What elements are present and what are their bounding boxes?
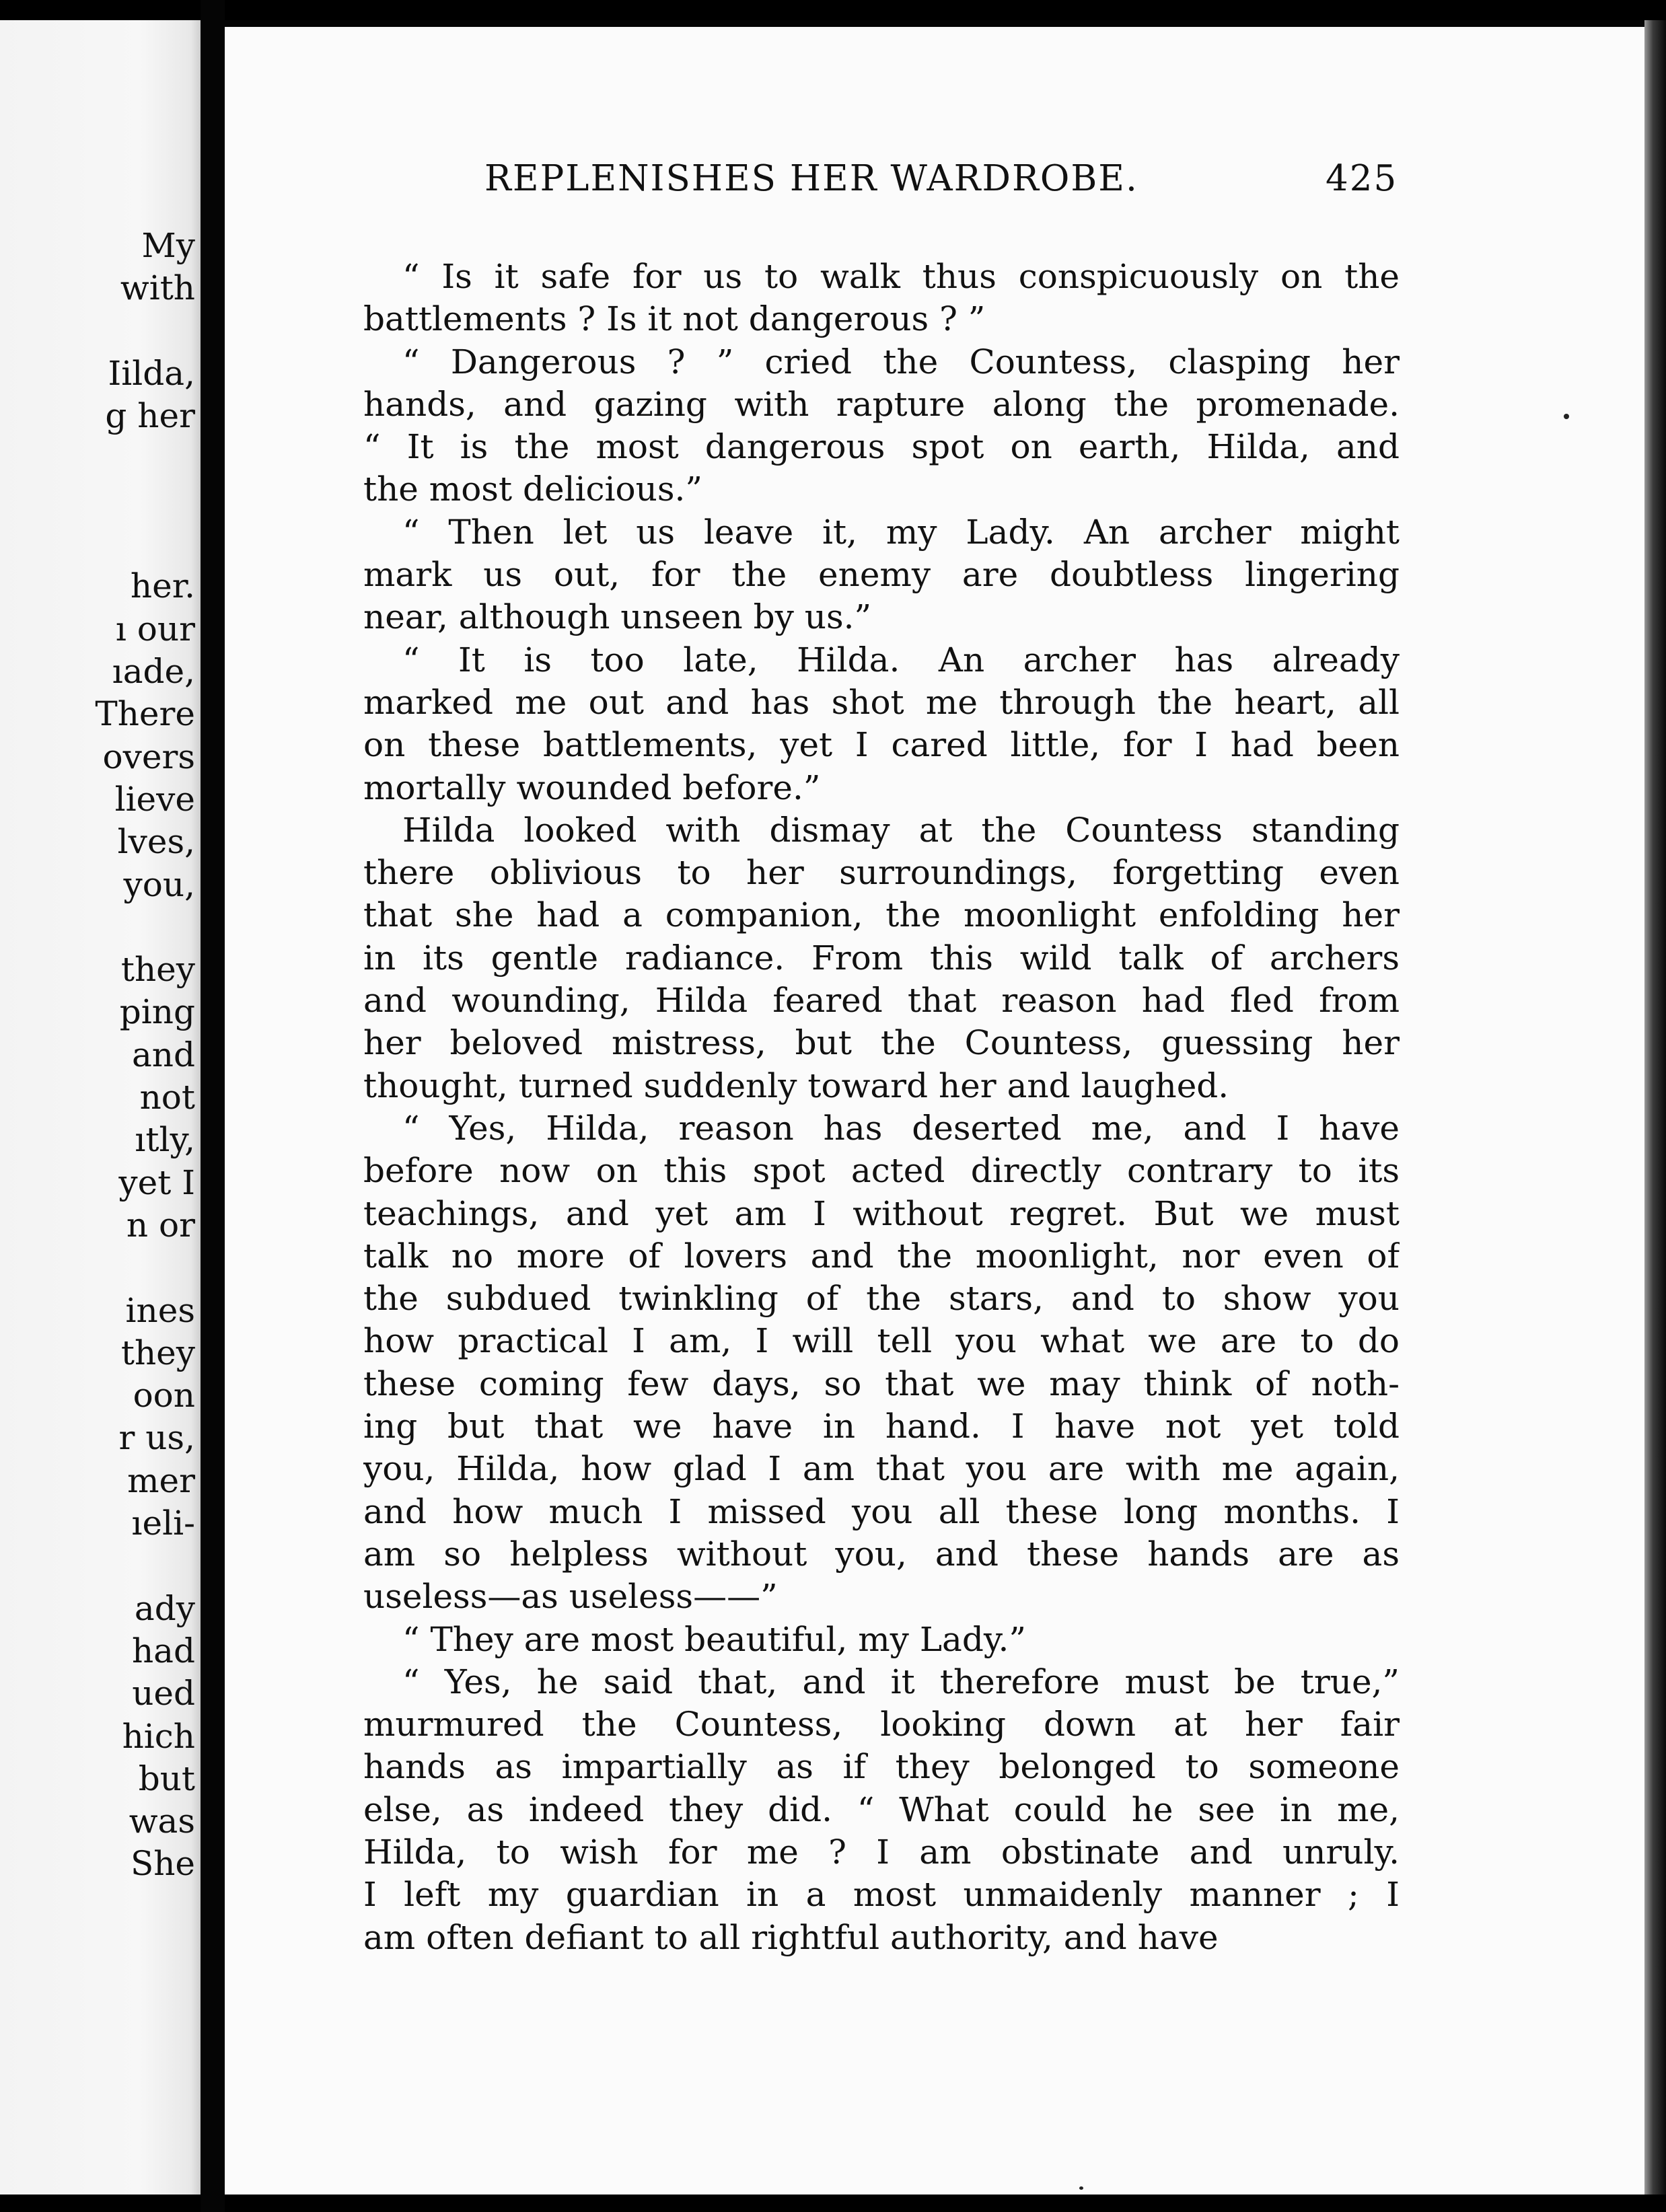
text-line: Hilda looked with dismay at the Countess standing bbox=[402, 810, 1400, 850]
running-head bbox=[262, 158, 1406, 205]
text-line: hands as impartially as if they belonged to someone bbox=[363, 1747, 1400, 1787]
left-page-fragment: My bbox=[141, 226, 195, 265]
text-line: near, although unseen by us.” bbox=[363, 597, 872, 637]
scan-speck bbox=[1079, 2186, 1083, 2190]
left-page-fragment: ines bbox=[125, 1290, 195, 1330]
text-line: mortally wounded before.” bbox=[363, 768, 821, 807]
left-page-fragment: overs bbox=[102, 737, 195, 776]
text-line: “ Yes, Hilda, reason has deserted me, and I have bbox=[402, 1108, 1400, 1148]
left-page-fragment: had bbox=[131, 1631, 195, 1670]
text-line: thought, turned suddenly toward her and laughed. bbox=[363, 1066, 1229, 1105]
page-number: 425 bbox=[1326, 158, 1398, 199]
text-line: on these battlements, yet I cared little, for I had been bbox=[363, 725, 1400, 765]
text-line: before now on this spot acted directly contrary to its bbox=[363, 1151, 1400, 1191]
left-page-fragment: you, bbox=[123, 864, 195, 904]
text-line: her beloved mistress, but the Countess, guessing her bbox=[363, 1023, 1400, 1063]
text-line: the most delicious.” bbox=[363, 470, 702, 509]
left-page-fragment: yet I bbox=[118, 1163, 195, 1202]
left-page-fragment: was bbox=[129, 1802, 195, 1841]
text-line: am so helpless without you, and these hands are as bbox=[363, 1534, 1400, 1574]
left-page-fragment: oon bbox=[133, 1376, 195, 1415]
text-line: that she had a companion, the moonlight enfolding her bbox=[363, 895, 1400, 935]
text-line: marked me out and has shot me through the heart, all bbox=[363, 682, 1400, 722]
text-line: in its gentle radiance. From this wild talk of archers bbox=[363, 938, 1400, 978]
left-page-fragment: hich bbox=[122, 1716, 195, 1756]
left-page-fragment: and bbox=[131, 1035, 195, 1074]
text-line: useless—as useless——” bbox=[363, 1577, 778, 1617]
text-line: Hilda, to wish for me ? I am obstinate and unruly. bbox=[363, 1832, 1400, 1872]
text-line: “ It is the most dangerous spot on earth, Hilda, and bbox=[363, 427, 1400, 467]
left-page-fragment: ping bbox=[119, 992, 195, 1032]
text-line: the subdued twinkling of the stars, and to show you bbox=[363, 1279, 1400, 1319]
left-page-fragment: n or bbox=[126, 1205, 195, 1245]
text-line: am often defiant to all rightful authority, and have bbox=[363, 1917, 1219, 1957]
text-line: and wounding, Hilda feared that reason had fled from bbox=[363, 981, 1400, 1021]
running-head-title: REPLENISHES HER WARDROBE. bbox=[484, 158, 1138, 199]
left-page-fragment: with bbox=[120, 268, 195, 308]
left-page-fragment: ı our bbox=[115, 609, 195, 649]
left-page-fragment: ady bbox=[134, 1588, 195, 1628]
left-page-fragment: they bbox=[120, 1333, 195, 1372]
left-page-fragment: ıeli- bbox=[131, 1504, 195, 1543]
text-line: “ They are most beautiful, my Lady.” bbox=[402, 1619, 1026, 1659]
text-line: I left my guardian in a most unmaidenly manner ; I bbox=[363, 1875, 1400, 1915]
text-line: “ Then let us leave it, my Lady. An archer might bbox=[402, 512, 1400, 552]
left-page-fragment: ıade, bbox=[112, 652, 195, 691]
scan-border-top bbox=[0, 0, 1666, 20]
text-line: how practical I am, I will tell you what we are to do bbox=[363, 1321, 1400, 1361]
text-line: hands, and gazing with rapture along the promenade. bbox=[363, 384, 1400, 424]
text-line: else, as indeed they did. “ What could he see in me, bbox=[363, 1790, 1400, 1829]
text-line: “ Yes, he said that, and it therefore must be true,” bbox=[402, 1662, 1400, 1701]
text-line: battlements ? Is it not dangerous ? ” bbox=[363, 299, 986, 339]
text-line: “ It is too late, Hilda. An archer has already bbox=[402, 640, 1400, 679]
text-line: teachings, and yet am I without regret. But we must bbox=[363, 1193, 1400, 1233]
left-page-fragment: g her bbox=[105, 396, 195, 436]
left-page-fragment: they bbox=[120, 950, 195, 990]
left-page-fragment: mer bbox=[127, 1461, 195, 1500]
body-text bbox=[363, 256, 1400, 1959]
book-gutter bbox=[201, 0, 225, 2212]
text-line: “ Dangerous ? ” cried the Countess, clasping her bbox=[402, 342, 1400, 381]
left-page-fragment: She bbox=[130, 1844, 195, 1884]
left-page bbox=[0, 20, 201, 2195]
left-page-fragment: lves, bbox=[117, 822, 195, 862]
text-line: and how much I missed you all these long months. I bbox=[363, 1491, 1400, 1531]
text-line: murmured the Countess, looking down at her fair bbox=[363, 1705, 1400, 1744]
left-page-fragment: ued bbox=[132, 1674, 195, 1713]
left-page-fragment: lieve bbox=[114, 779, 195, 819]
left-page-fragment: There bbox=[95, 694, 195, 734]
left-page-fragment: ıtly, bbox=[135, 1120, 195, 1160]
scan-speck bbox=[1564, 414, 1569, 419]
left-page-fragment: her. bbox=[130, 566, 195, 606]
text-line: talk no more of lovers and the moonlight, nor even of bbox=[363, 1236, 1400, 1276]
left-page-fragment: not bbox=[139, 1078, 195, 1117]
text-line: you, Hilda, how glad I am that you are with me again, bbox=[363, 1449, 1400, 1489]
left-page-fragment: but bbox=[138, 1759, 195, 1798]
text-line: mark us out, for the enemy are doubtless lingering bbox=[363, 555, 1400, 595]
scan-border-bottom bbox=[0, 2195, 1666, 2212]
page-edge-shadow bbox=[1644, 20, 1666, 2195]
left-page-fragment: r us, bbox=[118, 1418, 195, 1458]
text-line: these coming few days, so that we may think of noth- bbox=[363, 1364, 1400, 1403]
left-page-fragment: Iilda, bbox=[108, 353, 195, 393]
text-line: there oblivious to her surroundings, forgetting even bbox=[363, 853, 1400, 893]
text-line: “ Is it safe for us to walk thus conspicuously on the bbox=[402, 257, 1400, 296]
text-line: ing but that we have in hand. I have not yet told bbox=[363, 1407, 1400, 1446]
